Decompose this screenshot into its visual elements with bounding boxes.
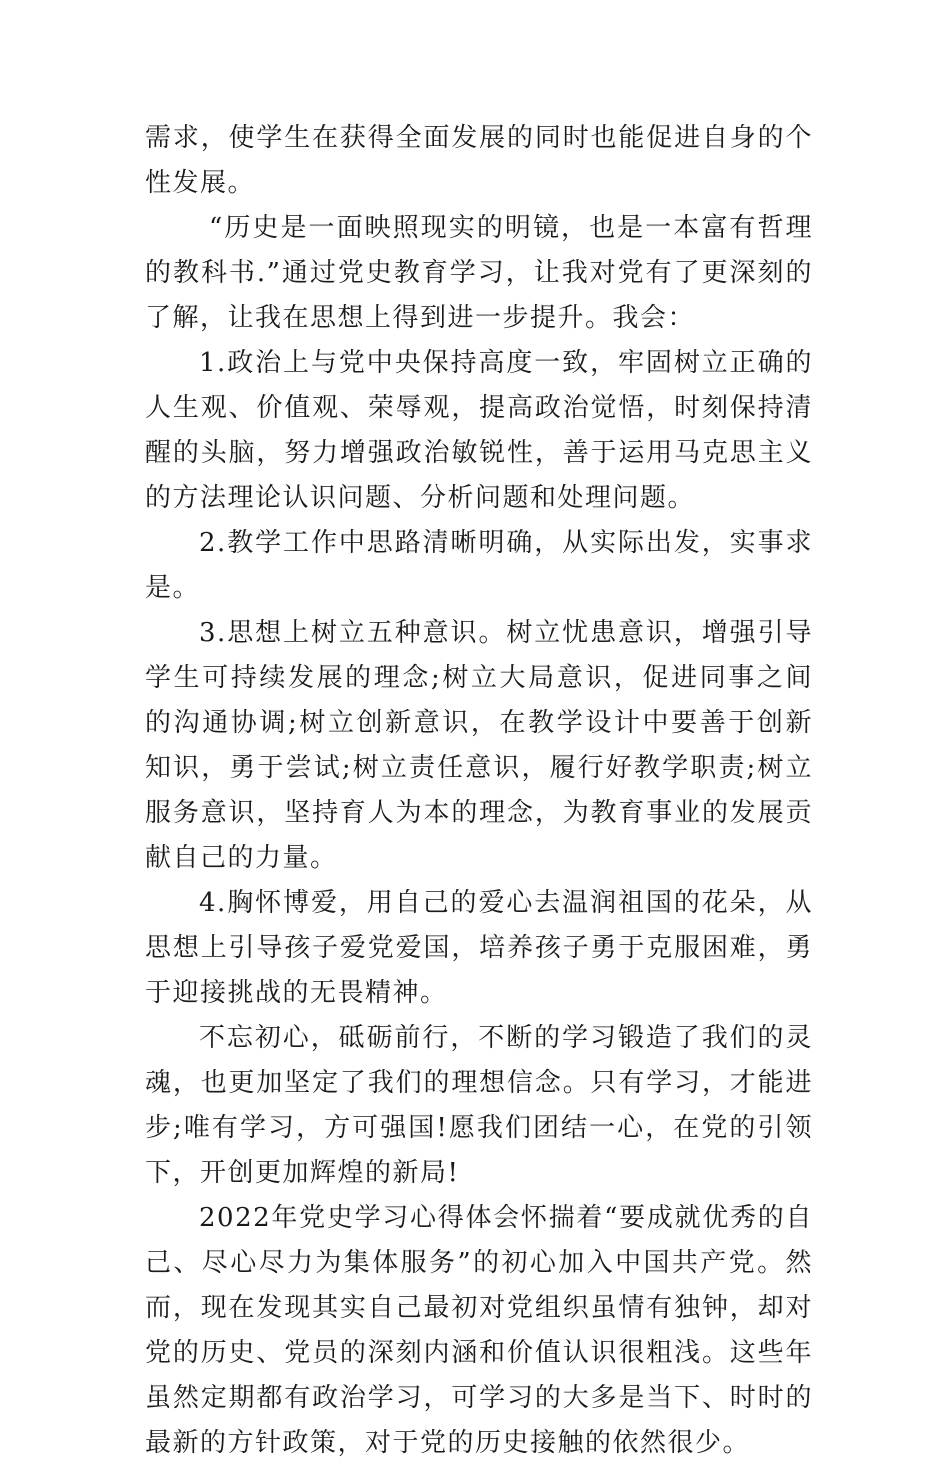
paragraph-continuation: 需求，使学生在获得全面发展的同时也能促进自身的个性发展。 <box>145 123 813 198</box>
document-body <box>145 116 813 1466</box>
paragraph-item-4: 4.胸怀博爱，用自己的爱心去温润祖国的花朵，从思想上引导孩子爱党爱国，培养孩子勇于克服困难，勇于迎接挑战的无畏精神。 <box>145 888 813 1008</box>
paragraph-2022-reflection: 2022年党史学习心得体会怀揣着“要成就优秀的自己、尽心尽力为集体服务”的初心加入中国共产党。然而，现在发现其实自己最初对党组织虽情有独钟，却对党的历史、党员的深刻内涵和价值认识很粗浅。这些年虽然定期都有政治学习，可学习的大多是当下、时时的最新的方针政策，对于党的历史接触的依然很少。 <box>145 1203 813 1458</box>
paragraph-item-3: 3.思想上树立五种意识。树立忧患意识，增强引导学生可持续发展的理念;树立大局意识，促进同事之间的沟通协调;树立创新意识，在教学设计中要善于创新知识，勇于尝试;树立责任意识，履行好教学职责;树立服务意识，坚持育人为本的理念，为教育事业的发展贡献自己的力量。 <box>145 618 813 873</box>
paragraph-conclusion: 不忘初心，砥砺前行，不断的学习锻造了我们的灵魂，也更加坚定了我们的理想信念。只有学习，才能进步;唯有学习，方可强国!愿我们团结一心，在党的引领下，开创更加辉煌的新局! <box>145 1023 813 1188</box>
paragraph-history-quote: “历史是一面映照现实的明镜，也是一本富有哲理的教科书.”通过党史教育学习，让我对党有了更深刻的了解，让我在思想上得到进一步提升。我会： <box>145 213 813 333</box>
paragraph-item-1: 1.政治上与党中央保持高度一致，牢固树立正确的人生观、价值观、荣辱观，提高政治觉悟，时刻保持清醒的头脑，努力增强政治敏锐性，善于运用马克思主义的方法理论认识问题、分析问题和处理问题。 <box>145 348 813 513</box>
paragraph-item-2: 2.教学工作中思路清晰明确，从实际出发，实事求是。 <box>145 528 813 603</box>
